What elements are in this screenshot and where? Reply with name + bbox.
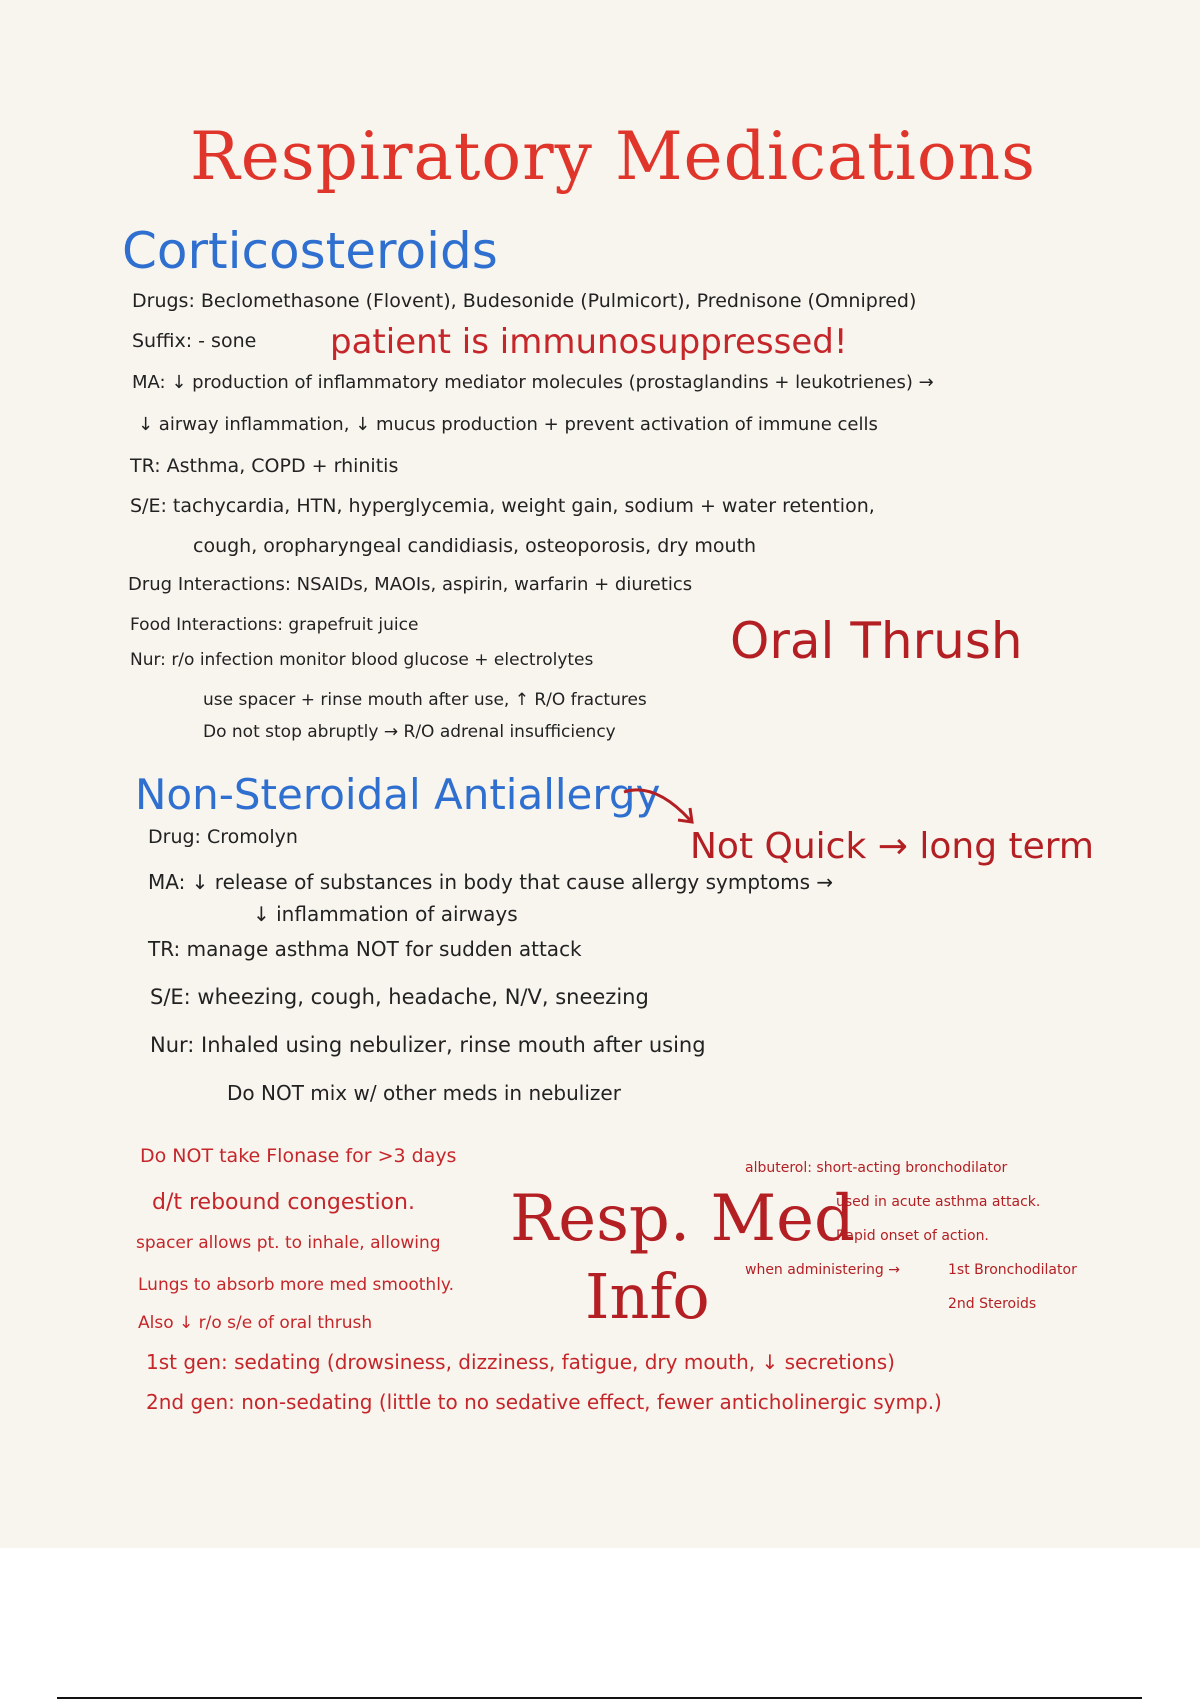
ma-line-2: ↓ airway inflammation, ↓ mucus production + prevent activation of immune cells	[138, 414, 878, 435]
cromolyn-drug-line: Drug: Cromolyn	[148, 826, 298, 848]
drug-interactions-line: Drug Interactions: NSAIDs, MAOIs, aspirin, warfarin + diuretics	[128, 574, 693, 595]
se-line-1: S/E: tachycardia, HTN, hyperglycemia, weight gain, sodium + water retention,	[130, 495, 875, 517]
nur-line-2: use spacer + rinse mouth after use, ↑ R/O fractures	[203, 690, 647, 710]
ns-nur-line-1: Nur: Inhaled using nebulizer, rinse mouth after using	[150, 1033, 706, 1057]
lungs-note: Lungs to absorb more med smoothly.	[138, 1275, 454, 1295]
corticosteroids-heading: Corticosteroids	[122, 222, 498, 280]
not-quick-note: Not Quick → long term	[690, 826, 1094, 867]
resp-med-heading: Resp. Med	[510, 1182, 855, 1256]
ns-nur-line-2: Do NOT mix w/ other meds in nebulizer	[227, 1081, 621, 1105]
nur-line-1: Nur: r/o infection monitor blood glucose + electrolytes	[130, 650, 594, 670]
steroids-second-note: 2nd Steroids	[948, 1296, 1037, 1312]
flonase-note: Do NOT take Flonase for >3 days	[140, 1145, 457, 1167]
second-gen-note: 2nd gen: non-sedating (little to no sedative effect, fewer anticholinergic symp.)	[146, 1390, 942, 1414]
oral-thrush-label: Oral Thrush	[730, 612, 1023, 670]
drugs-line: Drugs: Beclomethasone (Flovent), Budesonide (Pulmicort), Prednisone (Omnipred)	[132, 290, 917, 312]
bronchodilator-first-note: 1st Bronchodilator	[948, 1262, 1077, 1278]
rebound-note: d/t rebound congestion.	[152, 1190, 415, 1215]
spacer-note: spacer allows pt. to inhale, allowing	[136, 1233, 441, 1253]
tr-line: TR: Asthma, COPD + rhinitis	[130, 455, 399, 477]
page-title: Respiratory Medications	[190, 118, 1037, 195]
ns-se-line: S/E: wheezing, cough, headache, N/V, sneezing	[150, 985, 649, 1009]
nur-line-3: Do not stop abruptly → R/O adrenal insufficiency	[203, 722, 616, 742]
suffix-line: Suffix: - sone	[132, 330, 257, 352]
non-steroidal-heading: Non-Steroidal Antiallergy	[135, 770, 661, 819]
first-gen-note: 1st gen: sedating (drowsiness, dizziness, fatigue, dry mouth, ↓ secretions)	[146, 1350, 895, 1374]
acute-attack-note: used in acute asthma attack.	[836, 1194, 1041, 1210]
food-interactions-line: Food Interactions: grapefruit juice	[130, 615, 419, 635]
ns-ma-line-1: MA: ↓ release of substances in body that cause allergy symptoms →	[148, 870, 834, 894]
curved-arrow-icon	[620, 782, 700, 830]
immunosuppressed-note: patient is immunosuppressed!	[330, 322, 848, 362]
bottom-divider	[57, 1697, 1142, 1699]
info-heading: Info	[585, 1260, 710, 1333]
albuterol-note: albuterol: short-acting bronchodilator	[745, 1160, 1008, 1176]
oral-thrush-note: Also ↓ r/o s/e of oral thrush	[138, 1313, 373, 1333]
ns-tr-line: TR: manage asthma NOT for sudden attack	[148, 937, 582, 961]
ma-line-1: MA: ↓ production of inflammatory mediator molecules (prostaglandins + leukotrienes) →	[132, 372, 934, 393]
administering-note: when administering →	[745, 1262, 900, 1278]
ns-ma-line-2: ↓ inflammation of airways	[253, 902, 518, 926]
se-line-2: cough, oropharyngeal candidiasis, osteoporosis, dry mouth	[193, 535, 757, 557]
rapid-onset-note: Rapid onset of action.	[836, 1228, 989, 1244]
